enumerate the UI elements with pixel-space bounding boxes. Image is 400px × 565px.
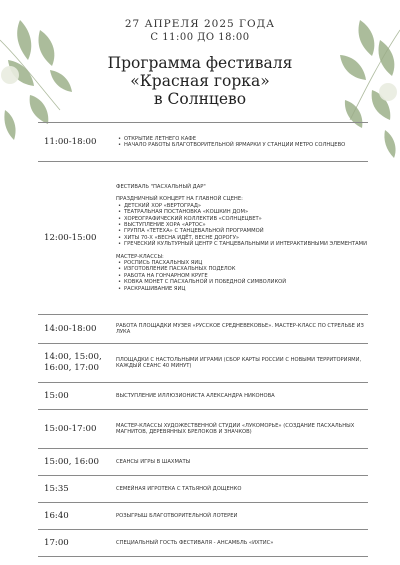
list-item: • ИЗГОТОВЛЕНИЕ ПАСХАЛЬНЫХ ПОДЕЛОК [124, 266, 368, 272]
schedule-row [38, 503, 368, 530]
list-item: • ОТКРЫТИЕ ЛЕТНЕГО КАФЕ [124, 136, 368, 142]
schedule-row [38, 162, 368, 315]
workshops-heading: МАСТЕР-КЛАССЫ: [116, 253, 164, 260]
schedule-row [38, 315, 368, 344]
list-item: • ВЫСТУПЛЕНИЕ ХОРА «АРТОС» [124, 222, 368, 228]
row-content: СПЕЦИАЛЬНЫЙ ГОСТЬ ФЕСТИВАЛЯ - АНСАМБЛЬ «ИХТИС» [116, 539, 274, 546]
row-content: СЕМЕЙНАЯ ИГРОТЕКА С ТАТЬЯНОЙ ДОЩЕНКО [116, 485, 242, 492]
schedule-row [38, 530, 368, 557]
row-content: СЕАНСЫ ИГРЫ В ШАХМАТЫ [116, 458, 191, 465]
list-item: • ДЕТСКИЙ ХОР «ВЕРТОГРАД» [124, 203, 368, 209]
schedule-row [38, 476, 368, 503]
schedule-row [38, 344, 368, 383]
schedule-row [38, 410, 368, 449]
row-time: 15:00 [44, 390, 69, 401]
workshop-list [116, 260, 368, 292]
row-time: 15:00, 16:00 [44, 456, 99, 467]
row-content: ВЫСТУПЛЕНИЕ ИЛЛЮЗИОНИСТА АЛЕКСАНДРА НИКОНОВА [116, 392, 275, 399]
row-content [116, 162, 368, 314]
title-line: в Солнцево [153, 90, 247, 108]
row-time: 15:00-17:00 [44, 423, 97, 434]
schedule-row [38, 449, 368, 476]
schedule-row [38, 383, 368, 410]
event-hours: С 11:00 ДО 18:00 [150, 32, 250, 43]
row-content: РОЗЫГРЫШ БЛАГОТВОРИТЕЛЬНОЙ ЛОТЕРЕИ [116, 512, 238, 519]
event-date: 27 АПРЕЛЯ 2025 ГОДА [124, 18, 276, 30]
row-time: 11:00-18:00 [44, 136, 97, 147]
row-content: ПЛОЩАДКИ С НАСТОЛЬНЫМИ ИГРАМИ (СБОР КАРТЫ РОССИИ С НОВЫМИ ТЕРРИТОРИЯМИ, КАЖДЫЙ СЕАНС 40 МИНУТ) [116, 356, 362, 369]
title-line: «Красная горка» [130, 72, 270, 90]
row-time: 16:40 [44, 510, 69, 521]
list-item: • РАБОТА НА ГОНЧАРНОМ КРУГЕ [124, 273, 368, 279]
list-item: • ГРУППА «ТЕТЕХА» С ТАНЦЕВАЛЬНОЙ ПРОГРАММОЙ [124, 228, 368, 234]
concert-list [116, 203, 368, 248]
title-line: Программа фестиваля [107, 54, 293, 72]
festival-name: ФЕСТИВАЛЬ "ПАСХАЛЬНЫЙ ДАР" [116, 183, 206, 190]
item-list [116, 136, 368, 149]
page-title [0, 54, 400, 108]
list-item: • КОВКА МОНЕТ С ПАСХАЛЬНОЙ И ПОБЕДНОЙ СИМВОЛИКОЙ [124, 279, 368, 285]
list-item: • РОСПИСЬ ПАСХАЛЬНЫХ ЯИЦ [124, 260, 368, 266]
row-content [116, 123, 368, 161]
row-content: МАСТЕР-КЛАССЫ ХУДОЖЕСТВЕННОЙ СТУДИИ «ЛУКОМОРЬЕ» (СОЗДАНИЕ ПАСХАЛЬНЫХ МАГНИТОВ, ДЕРЕВЯННЫХ БРЕЛОКОВ И ЗНАЧКОВ) [116, 422, 355, 435]
list-item: • ХОРЕОГРАФИЧЕСКИЙ КОЛЛЕКТИВ «СОЛНЦЕЦВЕТ» [124, 216, 368, 222]
row-content: РАБОТА ПЛОЩАДКИ МУЗЕЯ «РУССКОЕ СРЕДНЕВЕКОВЬЕ». МАСТЕР-КЛАСС ПО СТРЕЛЬБЕ ИЗ ЛУКА [116, 322, 364, 335]
row-time: 12:00-15:00 [44, 232, 97, 243]
row-time: 14:00-18:00 [44, 323, 97, 334]
schedule-table [38, 122, 368, 557]
row-time: 14:00, 15:00, 16:00, 17:00 [44, 352, 102, 373]
list-item: • ХИТЫ 70-Х «ВЕСНА ИДЁТ, ВЕСНЕ ДОРОГУ» [124, 235, 368, 241]
row-time: 15:35 [44, 483, 69, 494]
schedule-row [38, 122, 368, 162]
list-item: • НАЧАЛО РАБОТЫ БЛАГОТВОРИТЕЛЬНОЙ ЯРМАРКИ У СТАНЦИИ МЕТРО СОЛНЦЕВО [124, 142, 368, 148]
list-item: • ГРЕЧЕСКИЙ КУЛЬТУРНЫЙ ЦЕНТР С ТАНЦЕВАЛЬНЫМИ И ИНТЕРАКТИВНЫМИ ЭЛЕМЕНТАМИ [124, 241, 368, 247]
concert-heading: ПРАЗДНИЧНЫЙ КОНЦЕРТ НА ГЛАВНОЙ СЦЕНЕ: [116, 196, 243, 203]
row-time: 17:00 [44, 537, 69, 548]
list-item: • ТЕАТРАЛЬНАЯ ПОСТАНОВКА «КОШКИН ДОМ» [124, 209, 368, 215]
list-item: • РАСКРАШИВАНИЕ ЯИЦ [124, 286, 368, 292]
